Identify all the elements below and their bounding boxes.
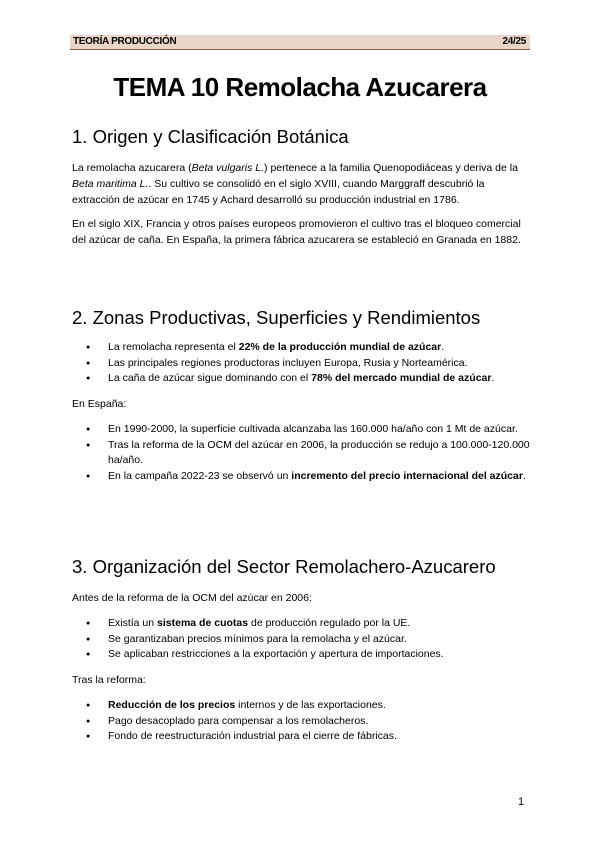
running-header [70, 35, 530, 50]
header-course-year: 24/25 [502, 36, 526, 47]
section-2-heading: 2. Zonas Productivas, Superficies y Rendimientos [72, 307, 481, 328]
list-item: ● Existía un sistema de cuotas de producción regulado por la UE. [72, 616, 532, 632]
section-1-heading: 1. Origen y Clasificación Botánica [72, 126, 349, 147]
after-reform-label: Tras la reforma: [72, 674, 146, 686]
header-subject: TEORÍA PRODUCCIÓN [73, 36, 177, 47]
list-item: ● La caña de azúcar sigue dominando con el 78% del mercado mundial de azúcar. [72, 371, 532, 387]
spain-bullet-list [72, 422, 532, 484]
list-item: ● Tras la reforma de la OCM del azúcar en 2006, la producción se redujo a 100.000-120.000 ha/año. [72, 438, 532, 469]
list-item: ● Se garantizaban precios mínimos para la remolacha y el azúcar. [72, 632, 532, 648]
list-item: ● En la campaña 2022-23 se observó un incremento del precio internacional del azúcar. [72, 469, 532, 485]
section-3-heading: 3. Organización del Sector Remolachero-Azucarero [72, 556, 496, 577]
document-title: TEMA 10 Remolacha Azucarera [113, 72, 487, 102]
list-item: ● Se aplicaban restricciones a la exportación y apertura de importaciones. [72, 647, 532, 663]
list-item: ● En 1990-2000, la superficie cultivada alcanzaba las 160.000 ha/año con 1 Mt de azúcar. [72, 422, 532, 438]
before-reform-bullet-list [72, 616, 532, 663]
section-1-paragraph-2: En el siglo XIX, Francia y otros países europeos promovieron el cultivo tras el bloqueo comercial del azúcar de caña. En España, la primera fábrica azucarera se estableció en Granada en 1882. [72, 218, 521, 246]
list-item: ● Las principales regiones productoras incluyen Europa, Rusia y Norteamérica. [72, 356, 532, 372]
list-item: ● Fondo de reestructuración industrial para el cierre de fábricas. [72, 729, 532, 745]
section-2-bullet-list [72, 340, 532, 387]
section-1-paragraph-1: La remolacha azucarera (Beta vulgaris L.) pertenece a la familia Quenopodiáceas y deriva de la Beta maritima L.. Su cultivo se consolidó en el siglo XVIII, cuando Marggraff descubrió la extracción de azúcar en 1745 y Achard desarrolló su producción industrial en 1786. [72, 162, 518, 206]
spain-label: En España: [72, 398, 127, 410]
list-item: ● La remolacha representa el 22% de la producción mundial de azúcar. [72, 340, 532, 356]
before-reform-label: Antes de la reforma de la OCM del azúcar en 2006: [72, 592, 312, 604]
after-reform-bullet-list [72, 698, 532, 745]
page-number: 1 [518, 796, 525, 808]
list-item: ● Reducción de los precios internos y de las exportaciones. [72, 698, 532, 714]
list-item: ● Pago desacoplado para compensar a los remolacheros. [72, 714, 532, 730]
